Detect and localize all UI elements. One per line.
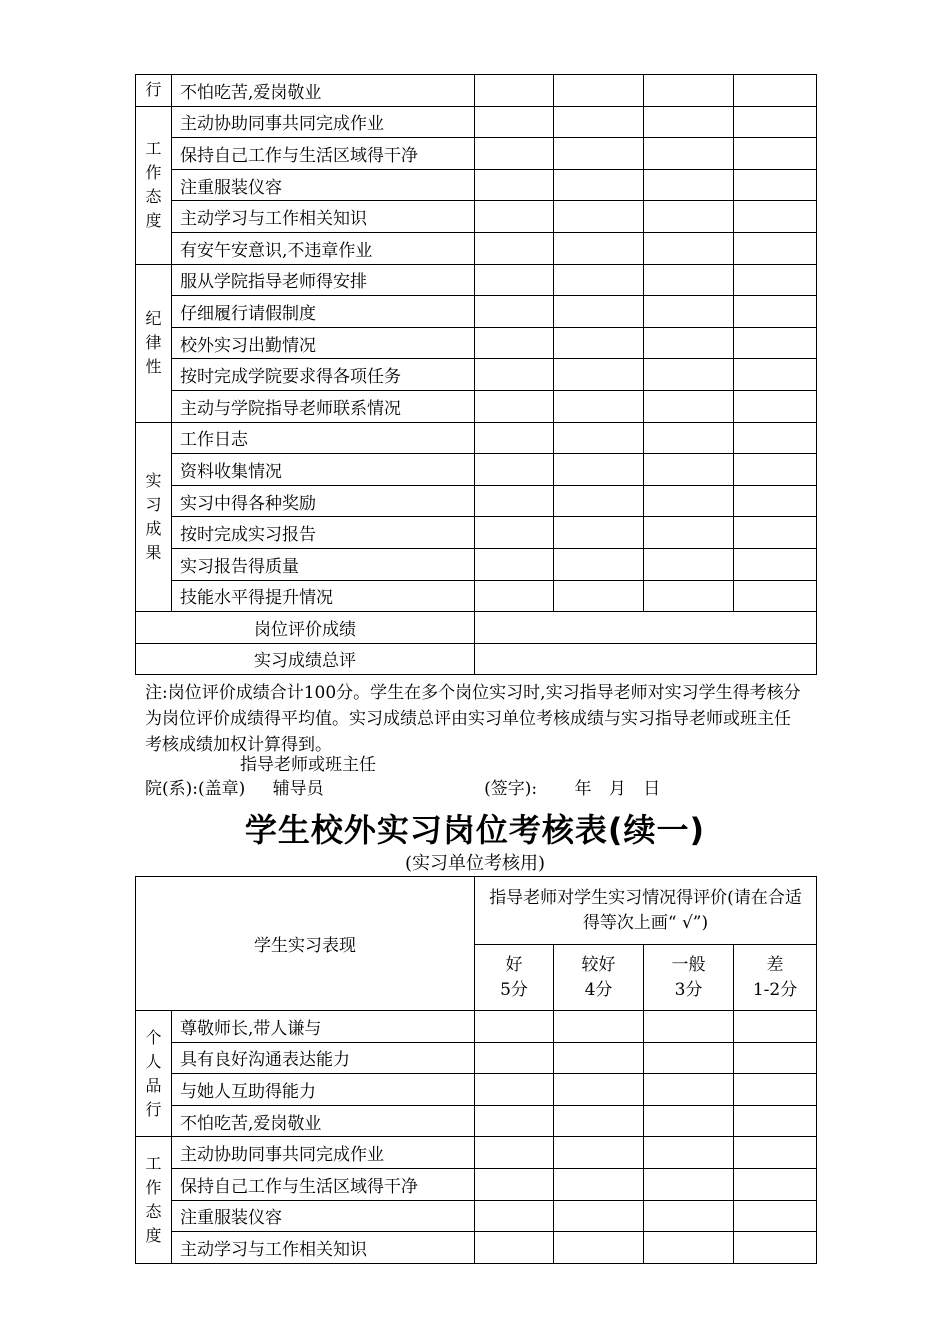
table-row [136,1105,817,1137]
grade-cell[interactable] [644,1137,734,1169]
grade-cell[interactable] [554,548,644,580]
summary-label: 实习成绩总评 [136,643,475,675]
grade-cell[interactable] [554,454,644,486]
criterion-label: 按时完成实习报告 [172,517,475,549]
grade-cell[interactable] [554,1168,644,1200]
grade-cell[interactable] [734,580,817,612]
category-cell [136,106,172,264]
grade-cell[interactable] [644,232,734,264]
grade-cell[interactable] [475,1168,554,1200]
grade-cell[interactable] [644,169,734,201]
grade-cell[interactable] [734,1105,817,1137]
grade-cell[interactable] [734,264,817,296]
criterion-label: 与她人互助得能力 [172,1074,475,1106]
table-row [136,454,817,486]
dept-seal-label: 院(系):(盖章) [145,779,246,799]
grade-label: 差 [766,954,784,975]
table-row [136,138,817,170]
table-row [136,1232,817,1264]
grade-cell[interactable] [554,327,644,359]
grade-cell[interactable] [475,454,554,486]
grade-cell[interactable] [554,1200,644,1232]
grade-score: 1-2分 [752,979,798,1000]
grade-cell[interactable] [475,1232,554,1264]
grade-cell[interactable] [475,296,554,328]
category-cell [136,1011,172,1137]
grade-cell[interactable] [475,517,554,549]
grade-cell[interactable] [644,517,734,549]
category-cell [136,75,172,107]
grade-cell[interactable] [734,106,817,138]
category-cell [136,264,172,422]
grade-cell[interactable] [475,327,554,359]
criterion-label: 不怕吃苦,爱岗敬业 [172,75,475,107]
summary-value-cell[interactable] [475,612,817,644]
grade-cell[interactable] [475,359,554,391]
grade-score: 3分 [674,979,703,1000]
grade-cell[interactable] [734,390,817,422]
grade-cell[interactable] [475,548,554,580]
grade-cell[interactable] [734,359,817,391]
grade-cell[interactable] [554,580,644,612]
table-row [136,1074,817,1106]
grade-score: 4分 [584,979,613,1000]
criterion-label: 技能水平得提升情况 [172,580,475,612]
grade-cell[interactable] [644,1232,734,1264]
grade-cell[interactable] [554,517,644,549]
grade-header [644,945,734,1011]
note-text: 注:岗位评价成绩合计100分。学生在多个岗位实习时,实习指导老师对实习学生得考核分为岗位评价成绩得平均值。实习成绩总评由实习单位考核成绩与实习指导老师或班主任考核成绩加权计算得到。 [145,683,801,755]
grade-cell[interactable] [554,232,644,264]
grade-cell[interactable] [734,296,817,328]
grade-cell[interactable] [734,454,817,486]
form-subtitle: (实习单位考核用) [404,853,546,874]
grade-cell[interactable] [554,1042,644,1074]
grade-cell[interactable] [644,548,734,580]
criterion-label: 工作日志 [172,422,475,454]
grade-cell[interactable] [554,359,644,391]
grade-cell[interactable] [734,1137,817,1169]
grade-cell[interactable] [554,169,644,201]
table-row [136,1011,817,1043]
signature-line-1 [240,752,900,778]
grade-cell[interactable] [475,1011,554,1043]
grade-cell[interactable] [734,232,817,264]
table-row [136,296,817,328]
grade-cell[interactable] [475,1200,554,1232]
table-row [136,359,817,391]
grade-cell[interactable] [475,390,554,422]
grade-label: 好 [505,954,523,975]
grade-cell[interactable] [475,580,554,612]
eval-header: 指导老师对学生实习情况得评价(请在合适得等次上画“ √”) [475,877,817,945]
criterion-label: 有安午安意识,不违章作业 [172,232,475,264]
table-row [136,548,817,580]
table-row [136,106,817,138]
table-row [136,390,817,422]
date-day: 日 [643,779,661,799]
grade-header [734,945,817,1011]
criterion-label: 主动协助同事共同完成作业 [172,1137,475,1169]
grade-cell[interactable] [644,138,734,170]
grade-header [475,945,554,1011]
grade-cell[interactable] [644,390,734,422]
grade-cell[interactable] [475,1074,554,1106]
criterion-label: 主动协助同事共同完成作业 [172,106,475,138]
grade-cell[interactable] [554,422,644,454]
grade-cell[interactable] [644,454,734,486]
grade-cell[interactable] [554,390,644,422]
grade-cell[interactable] [644,1200,734,1232]
evaluation-table [135,876,817,1264]
grade-cell[interactable] [644,359,734,391]
grade-cell[interactable] [554,106,644,138]
table-row [136,580,817,612]
signature-role: 指导老师或班主任 [240,755,376,775]
criterion-label: 保持自己工作与生活区域得干净 [172,138,475,170]
note-paragraph [145,680,805,758]
criterion-label: 主动学习与工作相关知识 [172,1232,475,1264]
grade-cell[interactable] [644,75,734,107]
grade-cell[interactable] [475,422,554,454]
grade-cell[interactable] [475,106,554,138]
grade-cell[interactable] [734,422,817,454]
grade-cell[interactable] [644,1011,734,1043]
grade-cell[interactable] [475,201,554,233]
grade-cell[interactable] [644,1168,734,1200]
table-row [136,1200,817,1232]
grade-cell[interactable] [644,106,734,138]
grade-cell[interactable] [644,296,734,328]
grade-cell[interactable] [644,264,734,296]
grade-cell[interactable] [644,1074,734,1106]
grade-cell[interactable] [554,1074,644,1106]
table-row [136,264,817,296]
criterion-label: 主动与学院指导老师联系情况 [172,390,475,422]
grade-cell[interactable] [475,232,554,264]
grade-cell[interactable] [734,1232,817,1264]
signature-line-2 [145,776,805,802]
grade-cell[interactable] [734,548,817,580]
table-row [136,169,817,201]
grade-cell[interactable] [475,264,554,296]
grade-cell[interactable] [734,1200,817,1232]
grade-cell[interactable] [734,1074,817,1106]
category-cell [136,422,172,612]
grade-cell[interactable] [734,75,817,107]
grade-cell[interactable] [554,1232,644,1264]
criterion-label: 注重服装仪容 [172,169,475,201]
category-label: 纪律性 [145,309,162,377]
category-label: 实习成果 [145,470,162,562]
table-row [136,201,817,233]
criterion-label: 具有良好沟通表达能力 [172,1042,475,1074]
category-label: 行 [145,80,162,100]
summary-row [136,643,817,675]
evaluation-table-continued [135,74,817,675]
summary-row [136,612,817,644]
grade-cell[interactable] [475,1105,554,1137]
category-label: 个人品行 [145,1027,162,1119]
counselor-label: 辅导员 [272,779,324,799]
grade-cell[interactable] [734,169,817,201]
grade-cell[interactable] [734,485,817,517]
grade-cell[interactable] [734,1168,817,1200]
criterion-label: 服从学院指导老师得安排 [172,264,475,296]
table-row [136,1137,817,1169]
summary-value-cell[interactable] [475,643,817,675]
form-title: 学生校外实习岗位考核表(续一) [244,811,706,849]
table-row [136,1042,817,1074]
criterion-label: 尊敬师长,带人谦与 [172,1011,475,1043]
grade-cell[interactable] [554,75,644,107]
grade-cell[interactable] [734,201,817,233]
category-cell [136,1137,172,1263]
grade-cell[interactable] [554,1105,644,1137]
criterion-label: 实习报告得质量 [172,548,475,580]
criterion-label: 校外实习出勤情况 [172,327,475,359]
grade-cell[interactable] [475,485,554,517]
grade-cell[interactable] [475,169,554,201]
grade-cell[interactable] [554,1011,644,1043]
table-row [136,327,817,359]
grade-cell[interactable] [475,1137,554,1169]
grade-header [554,945,644,1011]
grade-cell[interactable] [554,296,644,328]
table-row [136,232,817,264]
category-label: 工作态度 [145,139,162,231]
grade-cell[interactable] [644,201,734,233]
table-row [136,485,817,517]
grade-cell[interactable] [475,138,554,170]
grade-cell[interactable] [734,1042,817,1074]
grade-cell[interactable] [644,327,734,359]
criterion-label: 保持自己工作与生活区域得干净 [172,1168,475,1200]
grade-cell[interactable] [734,138,817,170]
performance-header: 学生实习表现 [136,877,475,1011]
grade-cell[interactable] [475,1042,554,1074]
grade-label: 较好 [581,954,616,975]
grade-cell[interactable] [644,1105,734,1137]
grade-cell[interactable] [554,485,644,517]
grade-cell[interactable] [554,264,644,296]
grade-cell[interactable] [644,485,734,517]
grade-cell[interactable] [644,1042,734,1074]
grade-label: 一般 [671,954,706,975]
category-label: 工作态度 [145,1154,162,1246]
grade-score: 5分 [500,979,528,1000]
criterion-label: 按时完成学院要求得各项任务 [172,359,475,391]
grade-cell[interactable] [734,327,817,359]
grade-cell[interactable] [734,1011,817,1043]
date-year: 年 [574,779,592,799]
grade-cell[interactable] [734,517,817,549]
criterion-label: 资料收集情况 [172,454,475,486]
criterion-label: 不怕吃苦,爱岗敬业 [172,1105,475,1137]
grade-cell[interactable] [554,201,644,233]
table-row [136,517,817,549]
table-row [136,75,817,107]
grade-cell[interactable] [554,138,644,170]
grade-cell[interactable] [475,75,554,107]
criterion-label: 主动学习与工作相关知识 [172,201,475,233]
grade-cell[interactable] [554,1137,644,1169]
date-month: 月 [608,779,626,799]
grade-cell[interactable] [644,422,734,454]
criterion-label: 仔细履行请假制度 [172,296,475,328]
table-row [136,422,817,454]
criterion-label: 实习中得各种奖励 [172,485,475,517]
summary-label: 岗位评价成绩 [136,612,475,644]
sign-label: (签字): [484,779,538,799]
grade-cell[interactable] [644,580,734,612]
criterion-label: 注重服装仪容 [172,1200,475,1232]
table-row [136,1168,817,1200]
